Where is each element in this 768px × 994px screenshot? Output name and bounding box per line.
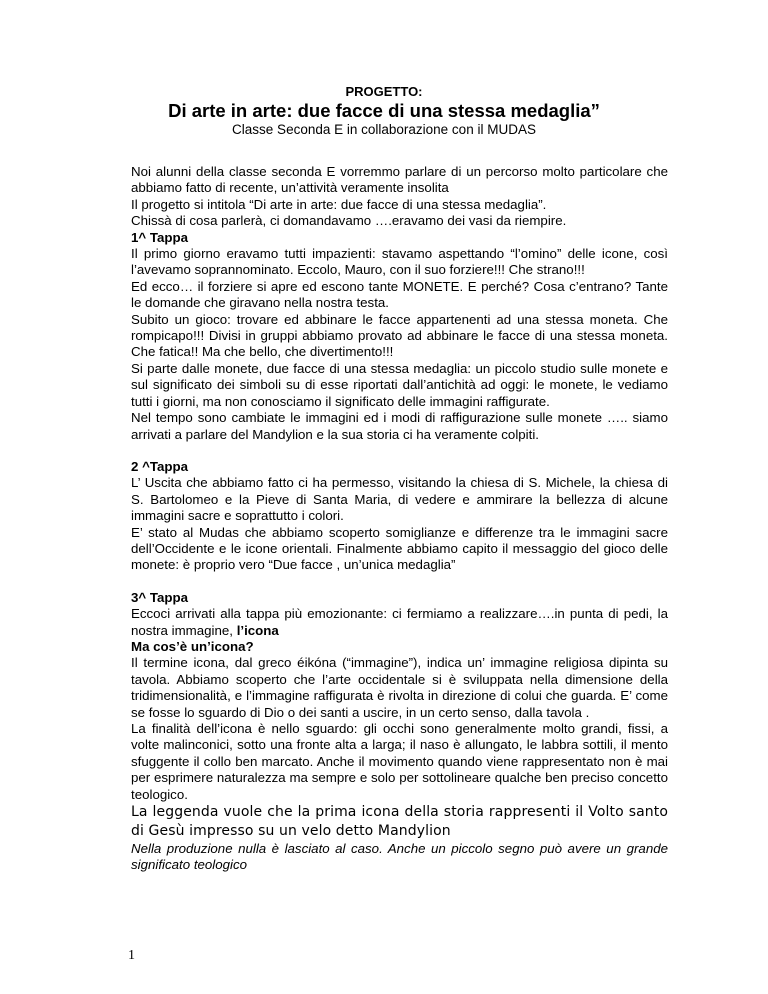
page-number: 1 [128, 948, 135, 963]
body-paragraph: Il primo giorno eravamo tutti impazienti: stavamo aspettando “l’omino” delle icone, così l’avevamo soprannominato. Eccolo, Mauro, con il suo forziere!!! Che strano!!! [131, 246, 668, 278]
body-paragraph: L’ Uscita che abbiamo fatto ci ha permesso, visitando la chiesa di S. Michele, la chiesa di S. Bartolomeo e la Pieve di Santa Maria, di vedere e ammirare la bellezza di alcune immagini sacre e soprattutto i colori. [131, 475, 668, 524]
body-paragraph: Subito un gioco: trovare ed abbinare le facce appartenenti ad una stessa moneta. Che rompicapo!!! Divisi in gruppi abbiamo provato ad abbinare le facce di una stessa moneta. Che fatica!! Ma che bello, che divertimento!!! [131, 311, 668, 360]
section-spacer [131, 574, 668, 590]
question-heading: Ma cos’è un’icona? [131, 638, 254, 654]
intro-paragraph: Chissà di cosa parlerà, ci domandavamo ….eravamo dei vasi da riempire. [131, 213, 567, 229]
body-paragraph: Nel tempo sono cambiate le immagini ed i modi di raffigurazione sulle monete ….. siamo arrivati a parlare del Mandylion e la sua storia ci ha veramente colpiti. [131, 410, 668, 442]
body-paragraph: Ed ecco… il forziere si apre ed escono tante MONETE. E perché? Cosa c’entrano? Tante le domande che giravano nella nostra testa. [131, 278, 668, 311]
body-paragraph: Si parte dalle monete, due facce di una stessa medaglia: un piccolo studio sulle monete e sul significato dei simboli su di esse riportati dall’antichità ad oggi: le monete, le vediamo tutti i giorni, ma non conosciamo il significato delle immagini raffigurate. [131, 360, 668, 409]
project-kicker: PROGETTO: [345, 84, 423, 99]
section-spacer [131, 443, 668, 459]
section-heading-tappa-3: 3^ Tappa [131, 589, 189, 605]
intro-paragraph: Noi alunni della classe seconda E vorremmo parlare di un percorso molto particolare che abbiamo fatto di recente, un’attività veramente insolita [131, 164, 668, 196]
document-title: Di arte in arte: due facce di una stessa medaglia” [168, 100, 600, 121]
body-paragraph: E’ stato al Mudas che abbiamo scoperto somiglianze e differenze tra le immagini sacre dell’Occidente e le icone orientali. Finalmente abbiamo capito il messaggio del gioco delle monete: è proprio vero “Due facce , un’unica medaglia” [131, 524, 668, 573]
section-heading-tappa-2: 2 ^Tappa [131, 458, 189, 474]
body-paragraph: Il termine icona, dal greco éikóna (“immagine”), indica un’ immagine religiosa dipinta su tavola. Abbiamo scoperto che l’arte occidentale si è sviluppata nella dimensione della tridimensionalità, e l’immagine raffigurata è rivolta in direzione di colui che guarda. E’ come se fosse lo sguardo di Dio o dei santi a uscire, in un certo senso, dalla tavola . [131, 655, 668, 720]
legend-paragraph: La leggenda vuole che la prima icona della storia rappresenti il Volto santo di Gesù impresso su un velo detto Mandylion [131, 804, 668, 840]
bold-term-icona: l’icona [236, 622, 279, 638]
document-subtitle: Classe Seconda E in collaborazione con il MUDAS [232, 122, 536, 137]
body-paragraph: La finalità dell’icona è nello sguardo: gli occhi sono generalmente molto grandi, fissi, a volte malinconici, sotto una fronte alta a larga; il naso è allungato, le labbra sottili, il mento sfuggente il collo ben marcato. Anche il movimento quando viene rappresentato non è mai per esprimere naturalezza ma sempre e solo per sottolineare qualche ben preciso concetto teologico. [131, 721, 668, 802]
italic-note: Nella produzione nulla è lasciato al caso. Anche un piccolo segno può avere un grande significato teologico [131, 841, 668, 873]
intro-paragraph: Il progetto si intitola “Di arte in arte: due facce di una stessa medaglia”. [131, 196, 547, 212]
body-text: Eccoci arrivati alla tappa più emozionante: ci fermiamo a realizzare….in punta di pedi, la nostra immagine, [131, 606, 668, 638]
document-body [131, 164, 668, 874]
section-heading-tappa-1: 1^ Tappa [131, 229, 189, 245]
body-paragraph [131, 606, 668, 639]
